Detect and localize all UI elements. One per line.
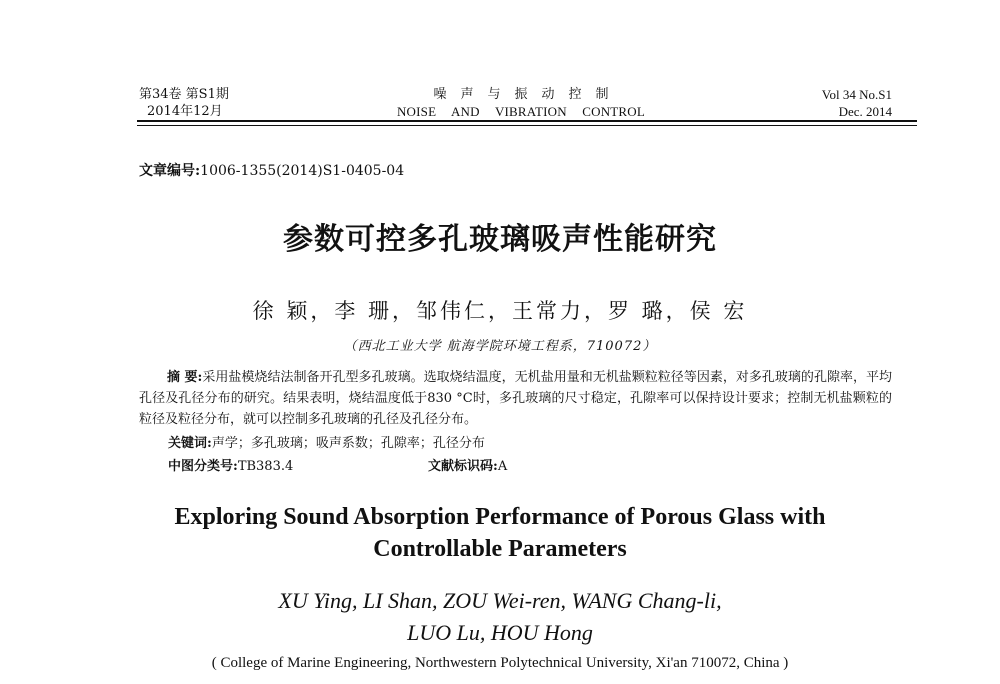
header-rule-thin bbox=[137, 125, 917, 126]
document-code-value: A bbox=[497, 459, 508, 474]
keywords-label: 关键词: bbox=[168, 436, 212, 451]
keywords bbox=[168, 432, 485, 451]
title-en-line2: Controllable Parameters bbox=[373, 536, 627, 562]
document-code-label: 文献标识码: bbox=[428, 459, 498, 474]
document-code bbox=[428, 455, 507, 474]
authors-en bbox=[100, 585, 900, 649]
header-rule-thick bbox=[137, 120, 917, 122]
article-number bbox=[139, 160, 404, 180]
title-en bbox=[100, 501, 900, 565]
header-right bbox=[760, 86, 892, 120]
affiliation-cn: （西北工业大学 航海学院环境工程系，710072） bbox=[343, 339, 657, 354]
abstract bbox=[139, 367, 892, 430]
title-en-line1: Exploring Sound Absorption Performance of Porous Glass with bbox=[174, 504, 826, 530]
keywords-value: 声学；多孔玻璃；吸声系数；孔隙率；孔径分布 bbox=[211, 436, 485, 451]
authors-en-line2: LUO Lu, HOU Hong bbox=[407, 620, 593, 645]
date-cn: 2014年12月 bbox=[147, 104, 223, 119]
abstract-text: 采用盐模烧结法制备开孔型多孔玻璃。选取烧结温度，无机盐用量和无机盐颗粒粒径等因素，对多孔玻璃的孔隙率，平均孔径及孔径分布的研究。结果表明，烧结温度低于830 °C时，多孔玻璃的尺寸稳定，孔隙率可以保持设计要求；控制无机盐颗粒的粒径及粒径分布，就可以控制多孔玻璃的孔径及孔径分布。 bbox=[139, 370, 892, 427]
authors-cn: 徐 颖，李 珊，邹伟仁，王常力，罗 璐，侯 宏 bbox=[252, 299, 748, 323]
journal-name-cn: 噪声与振动控制 bbox=[433, 87, 623, 102]
date-en: Dec. 2014 bbox=[838, 104, 892, 119]
volume-issue-cn: 第34卷 第S1期 bbox=[139, 87, 229, 102]
classification-value: TB383.4 bbox=[237, 459, 294, 474]
classification bbox=[168, 455, 293, 474]
header-center bbox=[356, 86, 686, 120]
affiliation-en: ( College of Marine Engineering, Northwestern Polytechnical University, Xi'an 710072, China ) bbox=[211, 655, 789, 671]
article-number-value: 1006-1355(2014)S1-0405-04 bbox=[200, 163, 405, 179]
abstract-label: 摘 要: bbox=[167, 370, 203, 385]
article-number-label: 文章编号: bbox=[139, 163, 201, 179]
volume-issue-en: Vol 34 No.S1 bbox=[821, 87, 892, 102]
authors-en-line1: XU Ying, LI Shan, ZOU Wei-ren, WANG Chang-li, bbox=[278, 588, 722, 613]
header-left bbox=[139, 86, 229, 120]
classification-label: 中图分类号: bbox=[168, 459, 238, 474]
journal-name-en: NOISE AND VIBRATION CONTROL bbox=[396, 104, 646, 119]
title-cn: 参数可控多孔玻璃吸声性能研究 bbox=[283, 222, 717, 257]
